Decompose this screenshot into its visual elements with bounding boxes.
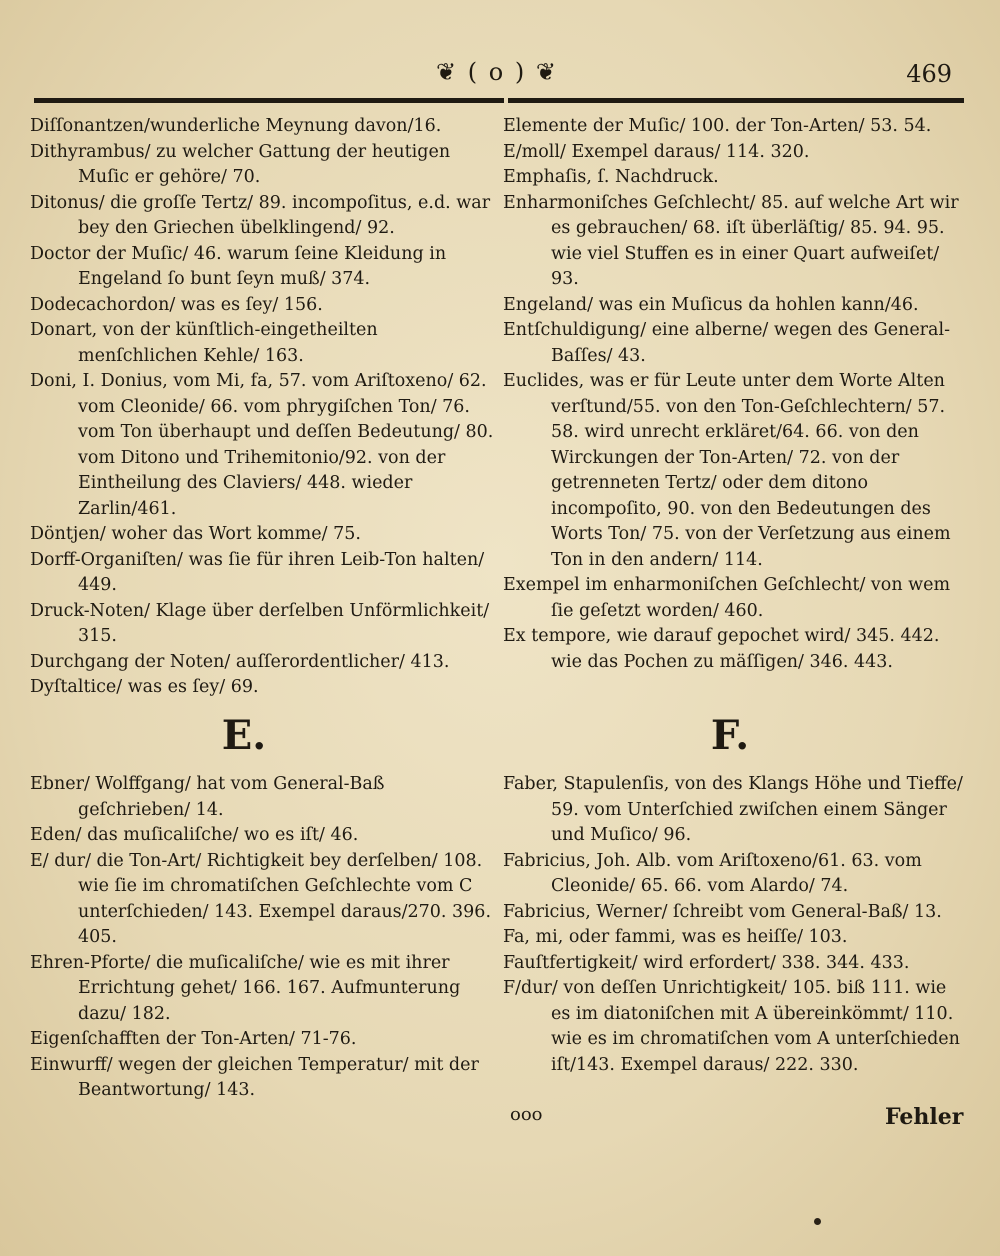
index-entry: Döntjen/ woher das Wort komme/ 75. [30, 524, 361, 544]
index-entry: Elemente der Muſic/ 100. der Ton-Arten/ 53. 54. [503, 116, 932, 136]
index-entry: Emphaſis, ſ. Nachdruck. [503, 167, 719, 187]
index-entry: Dodecachordon/ was es ſey/ 156. [30, 294, 323, 315]
index-entry: Ditonus/ die groſſe Tertz/ 89. incompoſitus, e.d. war bey den Griechen übelklingend/ 92. [30, 192, 491, 238]
index-entry: Ex tempore, wie darauf gepochet wird/ 345. 442. wie das Pochen zu mäſſigen/ 346. 443. [503, 626, 940, 672]
index-entry: Doctor der Muſic/ 46. warum ſeine Kleidung in Engeland ſo bunt ſeyn muß/ 374. [30, 243, 447, 289]
left-column-e-entries [30, 772, 500, 1104]
index-entry: Dithyrambus/ zu welcher Gattung der heutigen Muſic er gehöre/ 70. [30, 141, 451, 187]
signature-mark: ooo [510, 1104, 543, 1125]
index-entry: Ehren-Pforte/ die muſicaliſche/ wie es mit ihrer Errichtung gehet/ 166. 167. Aufmunterung dazu/ 182. [30, 952, 461, 1024]
index-entry: Eigenſchafften der Ton-Arten/ 71-76. [30, 1029, 357, 1049]
index-entry: Donart, von der künſtlich-eingetheilten menſchlichen Kehle/ 163. [30, 320, 378, 366]
index-entry: Fa, mi, oder fammi, was es heiſſe/ 103. [503, 927, 848, 947]
index-entry: Dyſtaltice/ was es ſey/ 69. [30, 677, 259, 697]
index-entry: F/dur/ von deſſen Unrichtigkeit/ 105. biß 111. wie es im diatoniſchen mit A übereinkömmt/ 110. wie es im chromatiſchen vom A unterſchieden iſt/143. Exempel daraus/ 222. 330. [503, 978, 960, 1075]
index-entry: Diſſonantzen/wunderliche Meynung davon/16. [30, 116, 442, 136]
index-entry: Durchgang der Noten/ auſſerordentlicher/ 413. [30, 651, 450, 672]
catchword: Fehler [885, 1104, 964, 1130]
index-entry: Druck-Noten/ Klage über derſelben Unförmlichkeit/ 315. [30, 600, 490, 646]
index-entry: Doni, I. Donius, vom Mi, fa, 57. vom Ariſtoxeno/ 62. vom Cleonide/ 66. vom phrygiſchen Ton/ 76. vom Ton überhaupt und deſſen Bedeutung/ 80. vom Ditono und Trihemitonio/92. von der Eintheilung des Claviers/ 448. wieder Zarlin/461. [30, 371, 494, 519]
index-entry: Entſchuldigung/ eine alberne/ wegen des General-Baſſes/ 43. [503, 320, 950, 366]
left-column-d-entries [30, 114, 500, 701]
header-rule-right [508, 98, 964, 103]
index-entry: Fabricius, Werner/ ſchreibt vom General-Baß/ 13. [503, 901, 942, 922]
index-entry: Enharmoniſches Geſchlecht/ 85. auf welche Art wir es gebrauchen/ 68. iſt überläſtig/ 85. 94. 95. wie viel Stuffen es in einer Quart aufweiſet/ 93. [503, 192, 959, 289]
section-letter-e: E. [221, 712, 267, 759]
index-entry: E/ dur/ die Ton-Art/ Richtigkeit bey derſelben/ 108. wie ſie im chromatiſchen Geſchlechte vom C unterſchieden/ 143. Exempel daraus/270. 396. 405. [30, 850, 492, 947]
index-entry: Engeland/ was ein Muſicus da hohlen kann/46. [503, 294, 919, 315]
index-entry: Eden/ das muſicaliſche/ wo es iſt/ 46. [30, 825, 359, 845]
index-entry: Faber, Stapulenſis, von des Klangs Höhe und Tieffe/ 59. vom Unterſchied zwiſchen einem Sänger und Muſico/ 96. [503, 774, 963, 845]
section-letter-f: F. [710, 712, 750, 759]
index-entry: Fabricius, Joh. Alb. vom Ariſtoxeno/61. 63. vom Cleonide/ 65. 66. vom Alardo/ 74. [503, 850, 922, 896]
page-number: 469 [906, 60, 952, 88]
running-head [0, 58, 1000, 94]
header-rule-left [34, 98, 504, 103]
index-entry: Euclides, was er für Leute unter dem Worte Alten verſtund/55. von den Ton-Geſchlechtern/ 57. 58. wird unrecht erkläret/64. 66. von den Wirckungen der Ton-Arten/ 72. von der getrenneten Tertz/ oder dem ditono incompoſito, 90. von den Bedeutungen des Worts Ton/ 75. von der Verſetzung aus einem Ton in den andern/ 114. [503, 371, 951, 570]
ink-spot [814, 1218, 821, 1225]
index-entry: Ebner/ Wolffgang/ hat vom General-Baß geſchrieben/ 14. [30, 774, 385, 820]
index-entry: Fauſtfertigkeit/ wird erfordert/ 338. 344. 433. [503, 952, 910, 973]
index-entry: Exempel im enharmoniſchen Geſchlecht/ von wem ſie geſetzt worden/ 460. [503, 575, 951, 621]
index-entry: Dorff-Organiſten/ was ſie für ihren Leib-Ton halten/ 449. [30, 549, 485, 595]
running-head-title: ❦ ( o ) ❦ [436, 58, 558, 86]
index-entry: Einwurff/ wegen der gleichen Temperatur/ mit der Beantwortung/ 143. [30, 1054, 479, 1100]
index-entry: E/moll/ Exempel daraus/ 114. 320. [503, 141, 810, 162]
right-column-f-entries [503, 772, 965, 1078]
right-column-e-entries [503, 114, 965, 675]
